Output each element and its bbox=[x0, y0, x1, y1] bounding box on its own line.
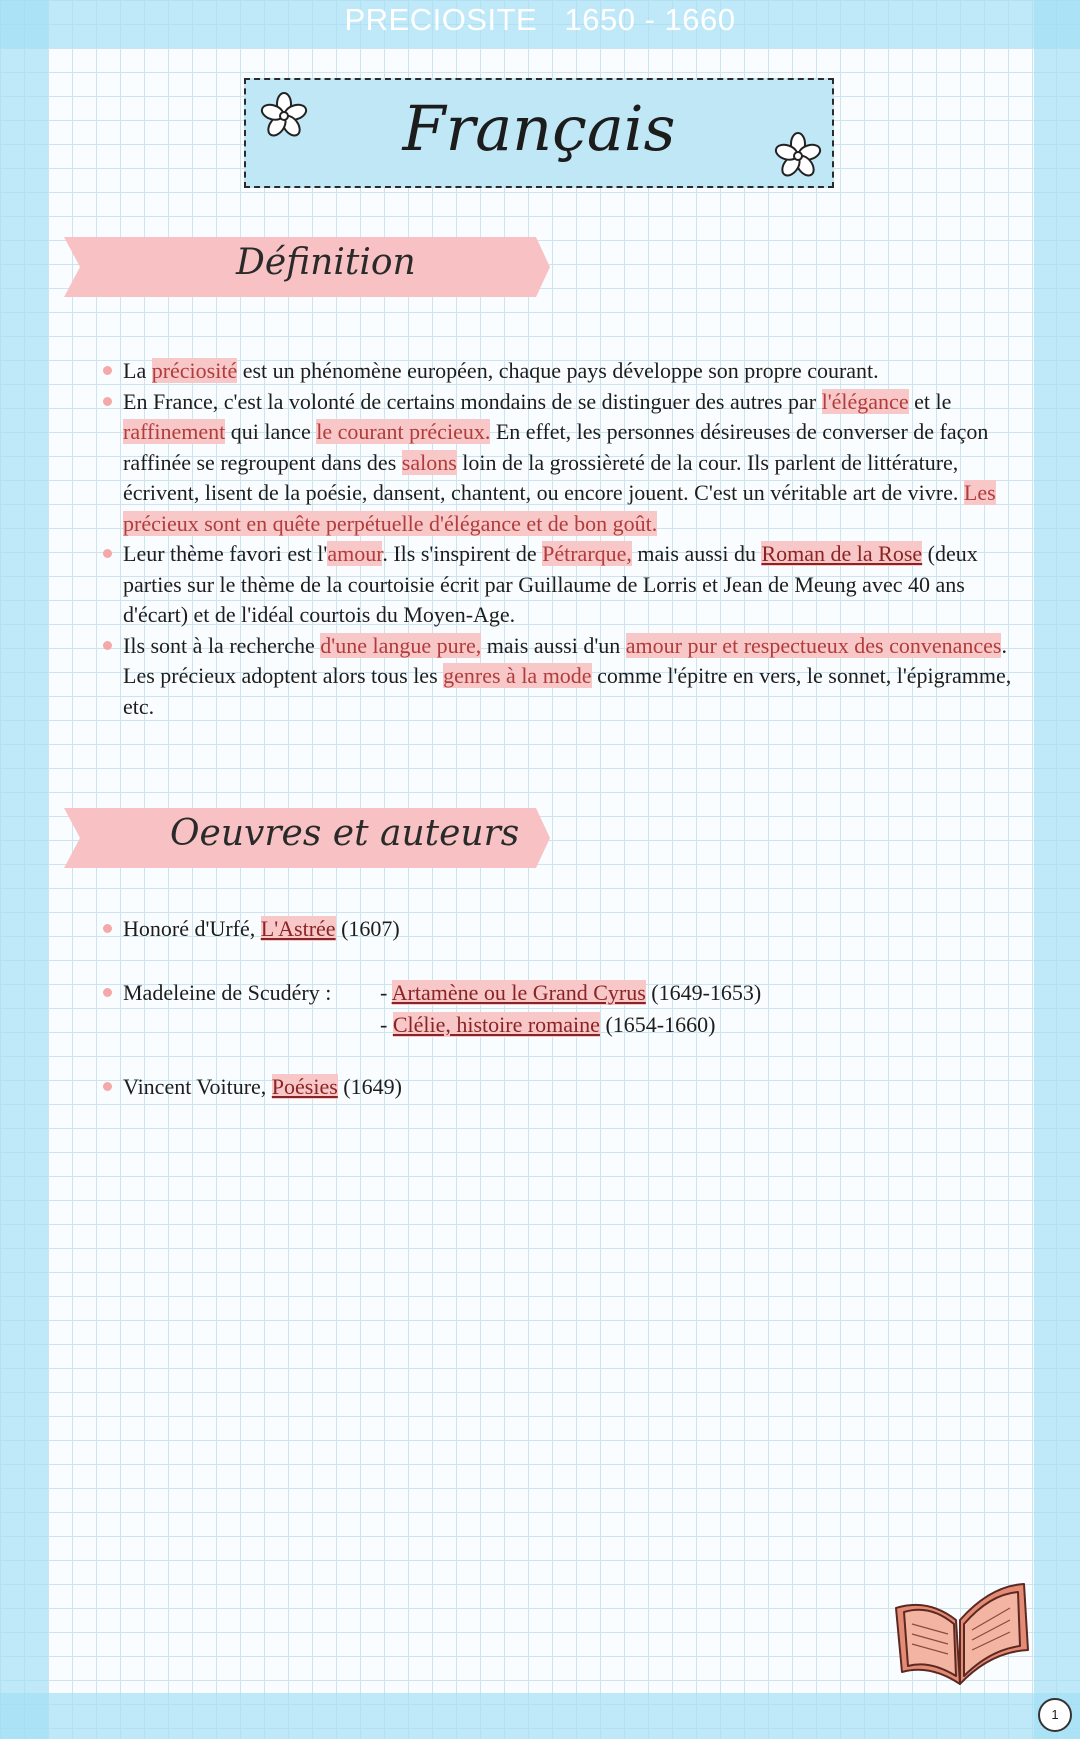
list-item: En France, c'est la volonté de certains mondains de se distinguer des autres par l'élégance et le raffinement qui lance le courant précieux. En effet, les personnes désireuses de converser de façon raffinée se regroupent dans des salons loin de la grossièreté de la cour. Ils parlent de littérature, écrivent, lisent de la poésie, dansent, chantent, ou encore jouent. C'est un véritable art de vivre. Les précieux sont en quête perpétuelle d'élégance et de bon goût. bbox=[100, 387, 1020, 540]
section-heading-works: Oeuvres et auteurs bbox=[170, 813, 520, 854]
open-book-icon bbox=[890, 1580, 1030, 1690]
page-title: Français bbox=[402, 92, 676, 165]
title-box bbox=[244, 78, 834, 188]
list-item: Ils sont à la recherche d'une langue pure, mais aussi d'un amour pur et respectueux des convenances. Les précieux adoptent alors tous les genres à la mode comme l'épitre en vers, le sonnet, l'épigramme, etc. bbox=[100, 631, 1020, 723]
right-blue-band bbox=[1034, 0, 1080, 1739]
flower-icon bbox=[774, 132, 822, 180]
sub-work: - Artamène ou le Grand Cyrus (1649-1653) bbox=[380, 980, 762, 1005]
section-heading-definition: Définition bbox=[236, 242, 416, 283]
header-title: PRECIOSITE 1650 - 1660 bbox=[344, 2, 736, 37]
definition-content bbox=[100, 356, 1020, 722]
list-item: Leur thème favori est l'amour. Ils s'inspirent de Pétrarque, mais aussi du Roman de la Rose (deux parties sur le thème de la courtoisie écrit par Guillaume de Lorris et Jean de Meung avec 40 ans d'écart) et de l'idéal courtois du Moyen-Age. bbox=[100, 539, 1020, 631]
list-item: La préciosité est un phénomène européen, chaque pays développe son propre courant. bbox=[100, 356, 1020, 387]
page-number: 1 bbox=[1038, 1698, 1072, 1732]
flower-icon bbox=[260, 92, 308, 140]
work-item: Madeleine de Scudéry : - Artamène ou le Grand Cyrus (1649-1653) - Clélie, histoire romaine (1654-1660) bbox=[100, 978, 1003, 1042]
work-item: Honoré d'Urfé, L'Astrée (1607) bbox=[100, 914, 1003, 944]
sub-work: - Clélie, histoire romaine (1654-1660) bbox=[380, 1012, 716, 1037]
bottom-blue-band bbox=[0, 1693, 1080, 1739]
left-blue-band bbox=[0, 0, 48, 1739]
work-item: Vincent Voiture, Poésies (1649) bbox=[100, 1072, 1003, 1102]
